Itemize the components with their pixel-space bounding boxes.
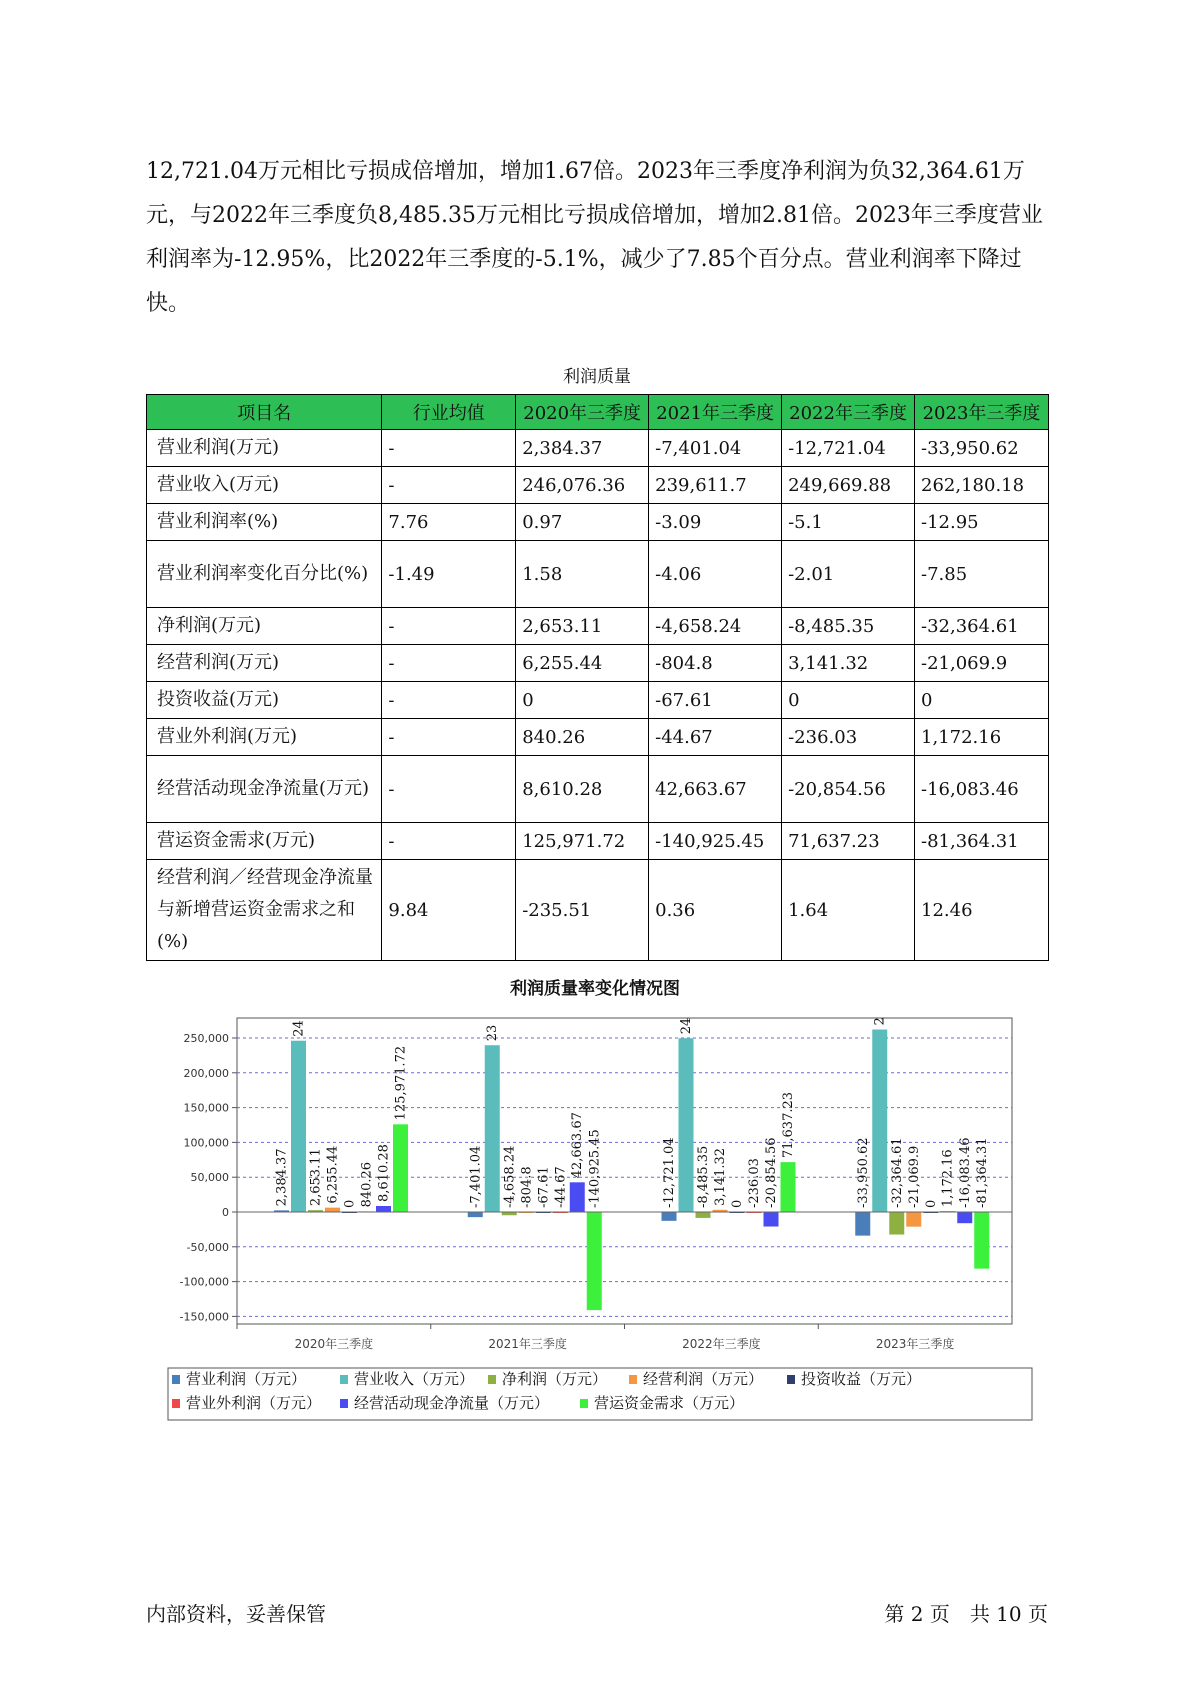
table-cell: -	[382, 430, 516, 467]
bar	[696, 1212, 711, 1218]
row-label: 营运资金需求(万元)	[147, 823, 382, 860]
row-label: 经营利润(万元)	[147, 645, 382, 682]
legend-swatch	[488, 1375, 496, 1384]
legend-label: 营运资金需求（万元）	[594, 1394, 745, 1412]
table-cell: 2,653.11	[516, 608, 649, 645]
data-label: -32,364.61	[889, 1137, 905, 1208]
table-cell: 0	[516, 682, 649, 719]
legend-label: 营业收入（万元）	[354, 1370, 475, 1388]
table-cell: -235.51	[516, 860, 649, 961]
bar	[570, 1182, 585, 1212]
table-cell: -	[382, 645, 516, 682]
bar	[872, 1030, 887, 1212]
data-label: 125,971.72	[393, 1045, 409, 1121]
header-item-name: 项目名	[147, 395, 382, 430]
table-cell: 0	[782, 682, 915, 719]
y-tick-label: 0	[222, 1206, 229, 1219]
footer-page-number: 第 2 页 共 10 页	[884, 1602, 1048, 1626]
data-label: 0	[342, 1199, 358, 1208]
table-cell: -12,721.04	[782, 430, 915, 467]
table-cell: 2,384.37	[516, 430, 649, 467]
footer-confidential: 内部资料，妥善保管	[146, 1602, 326, 1626]
table-cell: 42,663.67	[649, 756, 782, 823]
data-label: -21,069.9	[906, 1145, 922, 1208]
table-cell: 71,637.23	[782, 823, 915, 860]
row-label: 营业利润率(%)	[147, 504, 382, 541]
header-2021q3: 2021年三季度	[649, 395, 782, 430]
table-cell: 0.36	[649, 860, 782, 961]
table-cell: -1.49	[382, 541, 516, 608]
bar	[781, 1162, 796, 1212]
table-cell: 1,172.16	[915, 719, 1049, 756]
bar	[485, 1045, 500, 1212]
bar	[325, 1208, 340, 1212]
data-label: -804.8	[519, 1166, 535, 1208]
y-tick-label: 200,000	[183, 1066, 229, 1080]
y-axis	[180, 1032, 237, 1323]
data-label: -81,364.31	[974, 1137, 990, 1208]
data-label: 6,255.44	[325, 1145, 341, 1204]
table-cell: 249,669.88	[782, 467, 915, 504]
legend-swatch	[787, 1375, 795, 1384]
table-cell: -3.09	[649, 504, 782, 541]
bar	[662, 1212, 677, 1221]
table-cell: 239,611.7	[649, 467, 782, 504]
table-cell: -7.85	[915, 541, 1049, 608]
table-cell: -5.1	[782, 504, 915, 541]
table-title: 利润质量	[563, 367, 631, 387]
data-label: 1,172.16	[940, 1149, 956, 1208]
legend-swatch	[172, 1375, 180, 1384]
bar	[764, 1212, 779, 1227]
legend-swatch	[340, 1399, 348, 1408]
table-cell: -140,925.45	[649, 823, 782, 860]
data-label: 8,610.28	[376, 1144, 392, 1203]
data-label: -44.67	[553, 1166, 569, 1208]
x-tick-label: 2021年三季度	[488, 1337, 567, 1351]
table-cell: -12.95	[915, 504, 1049, 541]
legend-swatch	[172, 1399, 180, 1408]
table-cell: -20,854.56	[782, 756, 915, 823]
table-cell: -7,401.04	[649, 430, 782, 467]
legend-swatch	[340, 1375, 348, 1384]
table-cell: 9.84	[382, 860, 516, 961]
legend-label: 营业利润（万元）	[186, 1370, 307, 1388]
header-2020q3: 2020年三季度	[516, 395, 649, 430]
table-cell: -8,485.35	[782, 608, 915, 645]
table-cell: -	[382, 756, 516, 823]
table-cell: 1.58	[516, 541, 649, 608]
y-tick-label: -100,000	[179, 1275, 229, 1289]
data-label: -20,854.56	[764, 1137, 779, 1208]
data-label: -33,950.62	[855, 1137, 871, 1208]
table-cell: 7.76	[382, 504, 516, 541]
legend-swatch	[580, 1399, 588, 1408]
data-label: 42,663.67	[570, 1112, 586, 1179]
table-cell: -32,364.61	[915, 608, 1049, 645]
y-tick-label: 150,000	[183, 1101, 229, 1115]
bar	[393, 1124, 408, 1212]
legend-label: 经营利润（万元）	[643, 1370, 764, 1388]
legend-label: 净利润（万元）	[502, 1370, 608, 1388]
y-tick-label: 250,000	[183, 1032, 229, 1045]
row-label: 营业利润率变化百分比(%)	[147, 541, 382, 608]
row-label: 营业收入(万元)	[147, 467, 382, 504]
bar	[291, 1041, 306, 1212]
legend-swatch	[629, 1375, 637, 1384]
bar	[855, 1212, 870, 1236]
bar	[957, 1212, 972, 1223]
table-cell: 12.46	[915, 860, 1049, 961]
table-cell: 246,076.36	[516, 467, 649, 504]
table-cell: 840.26	[516, 719, 649, 756]
y-tick-label: -50,000	[186, 1240, 229, 1254]
legend-label: 经营活动现金净流量（万元）	[354, 1394, 550, 1412]
data-label: 0	[730, 1199, 745, 1208]
table-cell: 3,141.32	[782, 645, 915, 682]
data-label: -7,401.04	[468, 1145, 484, 1208]
table-cell: -33,950.62	[915, 430, 1049, 467]
data-label: 23	[485, 1024, 501, 1042]
legend-label: 投资收益（万元）	[801, 1370, 922, 1388]
y-tick-label: 100,000	[183, 1136, 229, 1150]
table-cell: 6,255.44	[516, 645, 649, 682]
bar	[679, 1038, 694, 1212]
data-label: 24	[291, 1020, 307, 1037]
table-cell: -	[382, 608, 516, 645]
table-cell: 0.97	[516, 504, 649, 541]
table-cell: -81,364.31	[915, 823, 1049, 860]
table-cell: -	[382, 823, 516, 860]
data-label: -67.61	[536, 1166, 552, 1208]
row-label: 净利润(万元)	[147, 608, 382, 645]
table-cell: -804.8	[649, 645, 782, 682]
x-tick-label: 2022年三季度	[682, 1337, 761, 1351]
header-2023q3: 2023年三季度	[915, 395, 1049, 430]
row-label: 营业外利润(万元)	[147, 719, 382, 756]
header-industry-avg: 行业均值	[382, 395, 516, 430]
table-cell: -4.06	[649, 541, 782, 608]
legend-label: 营业外利润（万元）	[186, 1394, 322, 1412]
data-label: 2	[872, 1017, 888, 1026]
header-2022q3: 2022年三季度	[782, 395, 915, 430]
table-cell: -21,069.9	[915, 645, 1049, 682]
data-label: -12,721.04	[662, 1137, 677, 1208]
data-label: -140,925.45	[587, 1129, 603, 1208]
bar	[587, 1212, 602, 1310]
data-label: -236.03	[747, 1158, 762, 1208]
data-label: -16,083.46	[957, 1137, 973, 1208]
bar	[889, 1212, 904, 1235]
table-cell: -	[382, 467, 516, 504]
table-cell: -	[382, 682, 516, 719]
data-label: -4,658.24	[502, 1145, 518, 1208]
bar	[974, 1212, 989, 1269]
chart-title: 利润质量率变化情况图	[510, 979, 680, 999]
bar	[376, 1206, 391, 1212]
table-cell: -4,658.24	[649, 608, 782, 645]
row-label: 经营活动现金净流量(万元)	[147, 756, 382, 823]
data-label: 2,653.11	[308, 1148, 324, 1207]
table-cell: -	[382, 719, 516, 756]
data-label: -8,485.35	[696, 1145, 711, 1208]
bar	[468, 1212, 483, 1217]
table-cell: -236.03	[782, 719, 915, 756]
body-paragraph: 12,721.04万元相比亏损成倍增加，增加1.67倍。2023年三季度净利润为负32,364.61万元，与2022年三季度负8,485.35万元相比亏损成倍增加，增加2.81倍。2023年三季度营业利润率为-12.95%，比2022年三季度的-5.1%，减少了7.85个百分点。营业利润率下降过快。	[146, 159, 1043, 316]
data-label: 0	[923, 1199, 939, 1208]
data-label: 840.26	[359, 1161, 375, 1208]
row-label: 经营利润／经营现金净流量与新增营运资金需求之和(%)	[147, 860, 382, 961]
data-label: 24	[679, 1017, 694, 1035]
table-cell: 0	[915, 682, 1049, 719]
table-cell: 8,610.28	[516, 756, 649, 823]
table-cell: 262,180.18	[915, 467, 1049, 504]
table-cell: -2.01	[782, 541, 915, 608]
data-label: 71,637.23	[781, 1091, 796, 1159]
row-label: 营业利润(万元)	[147, 430, 382, 467]
table-cell: -44.67	[649, 719, 782, 756]
x-tick-label: 2020年三季度	[294, 1337, 374, 1351]
table-cell: -16,083.46	[915, 756, 1049, 823]
table-cell: 1.64	[782, 860, 915, 961]
data-label: 2,384.37	[274, 1148, 290, 1207]
y-tick-label: 50,000	[190, 1171, 229, 1185]
row-label: 投资收益(万元)	[147, 682, 382, 719]
table-cell: 125,971.72	[516, 823, 649, 860]
y-tick-label: -150,000	[179, 1310, 229, 1324]
x-tick-label: 2023年三季度	[875, 1337, 955, 1351]
bar	[906, 1212, 921, 1227]
data-label: 3,141.32	[713, 1147, 728, 1206]
table-cell: -67.61	[649, 682, 782, 719]
